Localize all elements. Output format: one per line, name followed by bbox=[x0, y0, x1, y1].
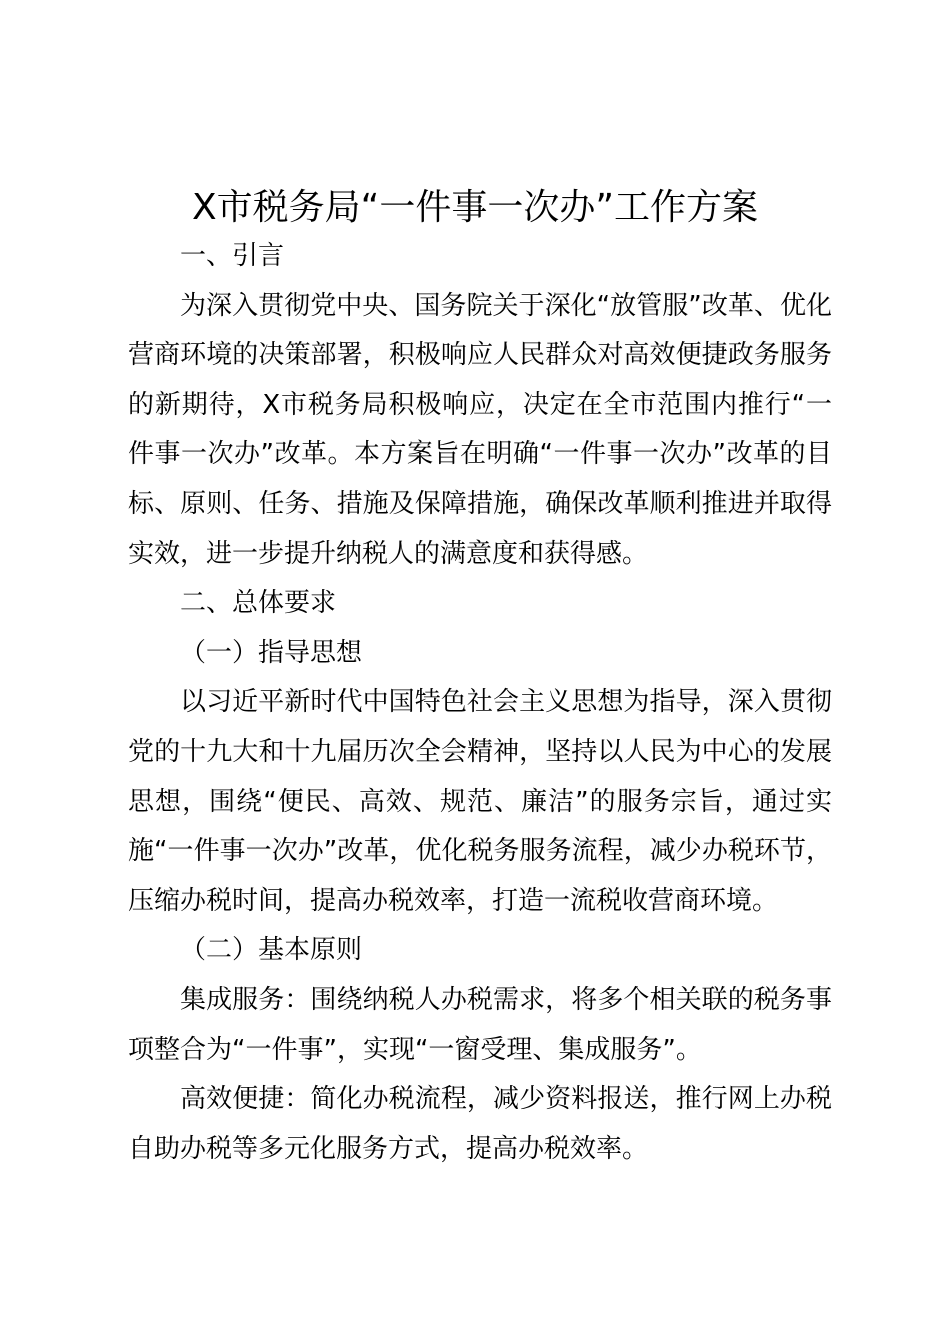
subsection-heading-guiding-ideology: （一）指导思想 bbox=[180, 637, 363, 668]
document-body bbox=[128, 232, 832, 1174]
subsection-heading-basic-principles: （二）基本原则 bbox=[180, 935, 363, 966]
paragraph-principle-efficiency: 高效便捷：简化办税流程，减少资料报送，推行网上办税自助办税等多元化服务方式，提高办税效率。 bbox=[128, 1084, 832, 1164]
section-heading-general-requirements: 二、总体要求 bbox=[180, 588, 337, 619]
document-title: X市税务局“一件事一次办”工作方案 bbox=[192, 187, 758, 228]
paragraph-guiding-ideology: 以习近平新时代中国特色社会主义思想为指导，深入贯彻党的十九大和十九届历次全会精神，坚持以人民为中心的发展思想，围绕“便民、高效、规范、廉洁”的服务宗旨，通过实施“一件事一次办”改革，优化税务服务流程，减少办税环节，压缩办税时间，提高办税效率，打造一流税收营商环境。 bbox=[128, 687, 832, 916]
section-heading-introduction: 一、引言 bbox=[180, 241, 285, 271]
paragraph-introduction: 为深入贯彻党中央、国务院关于深化“放管服”改革、优化营商环境的决策部署，积极响应人民群众对高效便捷政务服务的新期待，X市税务局积极响应，决定在全市范围内推行“一件事一次办”改革。本方案旨在明确“一件事一次办”改革的目标、原则、任务、措施及保障措施，确保改革顺利推进并取得实效，进一步提升纳税人的满意度和获得感。 bbox=[128, 290, 832, 569]
paragraph-principle-integrated-service: 集成服务：围绕纳税人办税需求，将多个相关联的税务事项整合为“一件事”，实现“一窗受理、集成服务”。 bbox=[128, 984, 832, 1065]
